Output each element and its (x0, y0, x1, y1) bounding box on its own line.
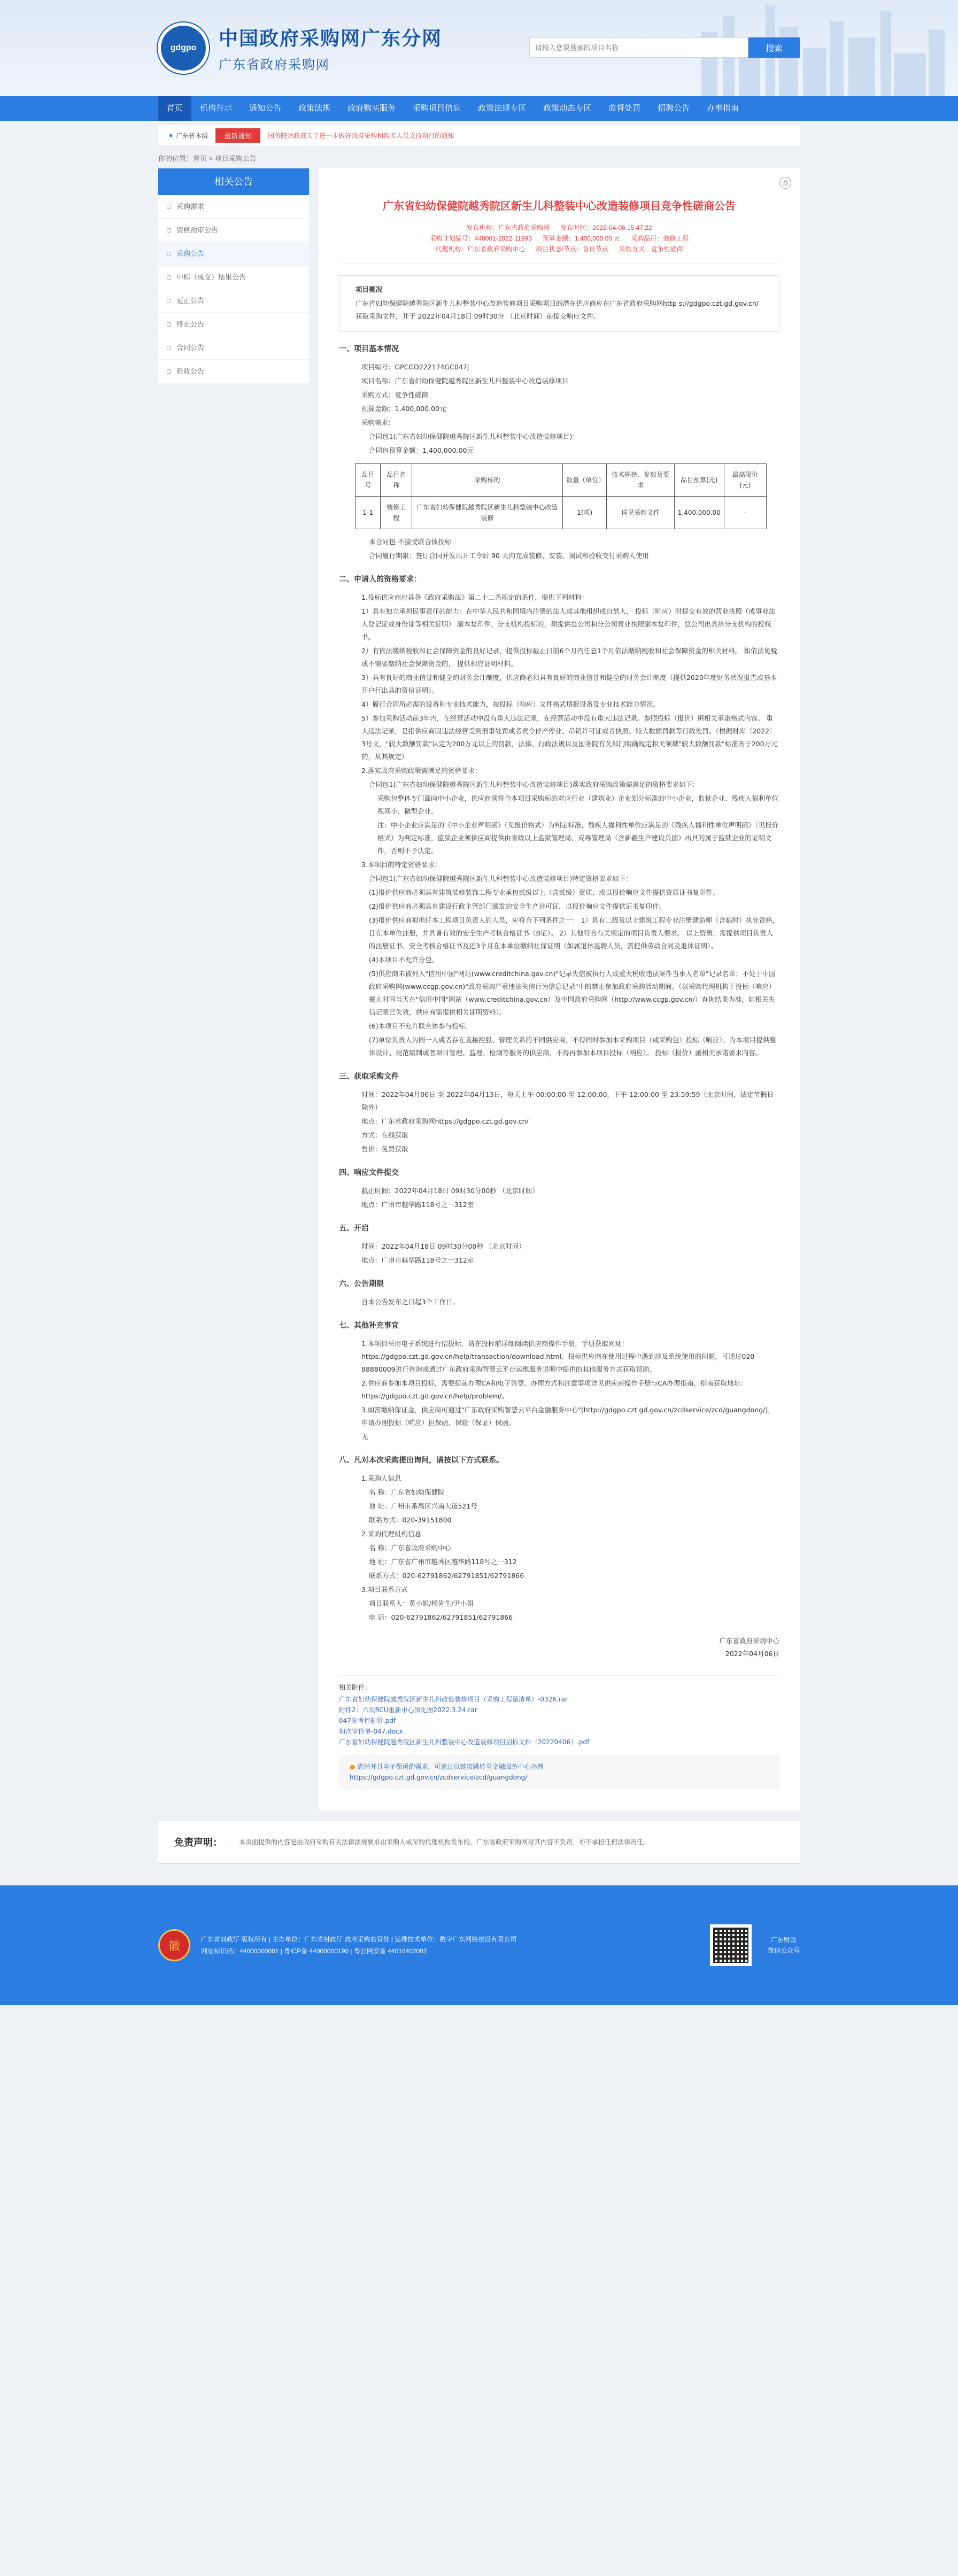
nav-policies[interactable]: 政策法规 (298, 104, 331, 113)
sidebar-item-contract[interactable]: 合同公告 (158, 336, 309, 360)
sidebar-item-correction[interactable]: 更正公告 (158, 289, 309, 313)
latest-notice-link[interactable]: 国务院财政部关于进一步做好政府采购和购买人员支持项目的通知 (268, 131, 454, 140)
sidebar-item-procurement[interactable]: 采购公告 (158, 242, 309, 266)
qr-code-icon (710, 1924, 752, 1966)
search-button[interactable]: 搜索 (748, 37, 800, 58)
site-footer: 徽 广东省财政厅 版权所有 | 主办单位：广东省财政厅 政府采购监管处 | 运维技术单位：数字广东网络建设有限公司 网站标识码：44000000001 | 粤ICP备 44000000190 | 粤公网安备 44010402002 广东财政 微信公众号 (0, 1885, 958, 2005)
sidebar (158, 168, 309, 383)
site-header (0, 0, 958, 96)
article-meta: 发布机构：广东省政府采购网 发布时间：2022-04-06 15:47:22 采购计划编号：440001-2022-11993 预算金额：1,400,000.00 元 采购品目：装修工程 代理机构：广东省政府采购中心 项目状态/节点：首页节点 采购方式：竞争性磋商 (339, 222, 779, 264)
attachment-link[interactable]: 047参考控制价.pdf (339, 1717, 396, 1724)
location-label[interactable]: 广东省本级 (176, 131, 208, 140)
nav-supervision[interactable]: 监督处罚 (608, 104, 641, 113)
section-get-documents: 三、获取采购文件 (339, 1072, 399, 1081)
sidebar-item-prequal[interactable]: 资格预审公告 (158, 219, 309, 242)
table-row: 1-1 装修工程 广东省妇幼保健院越秀院区新生儿科整装中心改造装修 1(项) 详见采购文件 1,400,000.00 - (356, 497, 767, 529)
attachment-link[interactable]: 附件2：六项RCU重新中心深化图2022.3.24.rar (339, 1706, 477, 1714)
section-basic-info: 一、项目基本情况 (339, 345, 399, 353)
doc-icon (167, 299, 171, 303)
main-nav (0, 96, 958, 121)
doc-icon (167, 228, 171, 233)
breadcrumb: 你的位置：首页 > 项目采购公告 (158, 154, 257, 163)
attachment-link[interactable]: 初次审价单-047.docx (339, 1728, 403, 1735)
guarantee-link[interactable]: https://gdgpo.czt.gd.gov.cn/zcdservice/zcd/guangdong/ (350, 1774, 528, 1781)
nav-guide[interactable]: 办事指南 (707, 104, 739, 113)
guarantee-tip: ● 您尚开具电子保函的需求，可通过以链接跳转至金融服务中心办理 https://gdgpo.czt.gd.gov.cn/zcdservice/zcd/guangdong/ (339, 1755, 779, 1789)
nav-procurement-info[interactable]: 采购项目信息 (413, 104, 461, 113)
sidebar-item-result[interactable]: 中标（成交）结果公告 (158, 266, 309, 289)
site-logo[interactable] (158, 22, 442, 74)
attachment-link[interactable]: 广东省妇幼保健院越秀院区新生儿科整装中心改造装修项目招标文件（20220406）.pdf (339, 1738, 590, 1746)
nav-gov-services[interactable]: 政府购买服务 (347, 104, 396, 113)
nav-home[interactable]: 首页 (158, 96, 191, 121)
disclaimer: 免责声明： 本页面提供的内容是由政府采购有关法律法规要求由采购人或采购代理机构发布的，广东省政府采购网对其内容不负责，亦不承担任何法律责任。 (158, 1821, 800, 1864)
site-subtitle: 广东省政府采购网 (219, 58, 330, 72)
section-submission: 四、响应文件提交 (339, 1169, 399, 1177)
nav-policy-news[interactable]: 政策动态专区 (543, 104, 592, 113)
sidebar-title: 相关公告 (158, 168, 309, 195)
logo-emblem-icon: gdgpo (158, 22, 209, 74)
section-contacts: 八、凡对本次采购提出询问，请按以下方式联系。 (339, 1456, 504, 1465)
nav-notices[interactable]: 通知公告 (249, 104, 282, 113)
section-notice-period: 六、公告期限 (339, 1280, 384, 1288)
article: ⎙ 广东省妇幼保健院越秀院区新生儿科整装中心改造装修项目竞争性磋商公告 发布机构：广东省政府采购网 发布时间：2022-04-06 15:47:22 采购计划编号：440001-2022-11993 预算金额：1,400,000.00 元 采购品目：装修工程 代理机构：广东省政府采购中心 项目状态/节点：首页节点 采购方式：竞争性磋商 项目概况 广东省妇幼保健院越秀院区新生儿科整装中心改造装修项目采购项目的潜在供应商应在广东省政府采购网http s://gdgpo.czt.gd.gov.cn/获取采购文件，并于 2022年04月18日 09时30分 （北京时间）前提交响应文件。 一、项目基本情况 项目编号：GPCGD222174GC047J 项目名称：广东省妇幼保健院越秀院区新生儿科整装中心改造装修项目 采购方式：竞争性磋商 预算金额：1,400,000.00元 采购需求： 合同包1(广东省妇幼保健院越秀院区新生儿科整装中心改造装修项目)： 合同包预算金额：1,400,000.00元 品目号 品目名称 采购标的 数量（单位） 技术规格、参数及要求 品目预算(元) 最高限价(元) 1-1 装修工程 广东省妇幼保健院越秀院区新生儿科整装中心改造装修 1(项) 详见采购文件 1,400,000.00 - 本合同包 不接受联合体投标 合同履行期限：签订合同并发出开工令后 90 天内完成装修、安装、调试和验收交付采购人使用 二、申请人的资格要求： 1.投标供应商应具备《政府采购法》第二十二条规定的条件，提供下列材料： 1）具有独立承担民事责任的能力：在中华人民共和国境内注册的法人或其他组织或自然人， 投标（响应）时提交有效的营业执照（或事业法人登记证或身份证等相关证明） 副本复印件。分支机构投标的，须提供总公司和分公司营业执照副本复印件，总公司出具给分支机构的授权书。 2）有依法缴纳税收和社会保障资金的良好记录，提供投标截止日前6个月内任意1个月依法缴纳税收和社会保障资金的相关材料。 如依法免税或不需要缴纳社会保障资金的， 提供相应证明材料。 3）具有良好的商业信誉和健全的财务会计制度，供应商必须具有良好的商业信誉和健全的财务会计制度（提供2020年度财务状况报告或基本开户行出具的资信证明）。 4）履行合同所必需的设备和专业技术能力，按投标（响应）文件格式填报设备及专业技术能力情况。 5）参加采购活动前3年内，在经营活动中没有重大违法记录，在经营活动中没有重大违法记录。参照投标（报价）函相关承诺格式内容。 重大违法记录，是指供应商因违法经营受到刑事处罚或者责令停产停业、吊销许可证或者执照、较大数额罚款等行政处罚。（根据财库〔2022〕3号文，"较大数额罚款"认定为200万元以上的罚款，法律、行政法规以及国务院有关部门明确规定相关领域"较大数额罚款"标准高于200万元的，从其规定） 2.落实政府采购政策需满足的资格要求： 合同包1(广东省妇幼保健院越秀院区新生儿科整装中心改造装修项目)落实政府采购政策需满足的资格要求如下: 采购包整体专门面向中小企业，供应商须符合本项目采购标的对应行业（建筑业）企业划分标准的中小企业，监狱企业、残疾人福利单位视同小、微型企业。 注：中小企业应满足的《中小企业声明函》（见报价格式）为判定标准，残疾人福利性单位应满足的《残疾人福利性单位声明函》（见报价格式）为判定标准，监狱企业须供应商提供由省级以上监狱管理局、戒毒管理局（含新疆生产建设兵团）出具的属于监狱企业的证明文件，否则不予认定。 3.本项目的特定资格要求： 合同包1(广东省妇幼保健院越秀院区新生儿科整装中心改造装修项目)特定资格要求如下： (1)报价供应商必须具有建筑装修装饰工程专业承包贰级以上（含贰级）资质，或以报价响应文件提供资质证书复印件。 (2)报价供应商必须具有建设行政主管部门颁发的安全生产许可证，以报价响应文件提供证书复印件。 (3)报价供应商拟担任本工程项目负责人的人员，应符合下列条件之一： 1）具有二级及以上建筑工程专业注册建造师（含临时）执业资格，且在本单位注册，并具备有效的安全生产考核合格证书（B证）。 2）其他符合有关规定的项目负责人要求。 以上资质，需提供项目负责人的注册证书、安全考核合格证书及近3个月在本单位缴纳社保证明（如属退休返聘人员，需提供劳动合同及退休证明）。 (4)本项目不允许分包。 (5)供应商未被列入"信用中国"网站(www.creditchina.gov.cn)"记录失信被执行人或重大税收违法案件当事人名单"记录名单；不处于中国政府采购网(www.ccgp.gov.cn)"政府采购严重违法失信行为信息记录"中的禁止参加政府采购活动期间。（以采购代理机构于投标（响应）截止时间当天在"信用中国"网站（www.creditchina.gov.cn）及中国政府采购网（http://www.ccgp.gov.cn/）查询结果为准，如相关失信记录已失效，供应商需提供相关证明资料）。 (6)本项目不允许联合体参与投标。 (7)单位负责人为同一人或者存在直接控股、管理关系的不同供应商，不得同时参加本采购项目（或采购包）投标（响应）。为本项目提供整体设计、规范编制或者项目管理、监理、检测等服务的供应商，不得再参加本项目投标（响应）。 投标（报价）函相关承诺要求内容。 三、获取采购文件 时间：2022年04月06日 至 2022年04月13日，每天上午 00:00:00 至 12:00:00，下午 12:00:00 至 23:59:59（北京时间，法定节假日除外） 地点：广东省政府采购网https://gdgpo.czt.gd.gov.cn/ 方式：在线获取 售价：免费获取 四、响应文件提交 截止时间：2022年04月18日 09时30分00秒 （北京时间） 地点：广州市越华路118号之一312室 五、开启 时间：2022年04月18日 09时30分00秒 （北京时间） 地点：广州市越华路118号之一312室 六、公告期限 自本公告发布之日起3个工作日。 七、其他补充事宜 1.本项目采用电子系统进行招投标，请在投标前详细阅读供应商操作手册，手册获取网址：https://gdgpo.czt.gd.gov.cn/help/transaction/download.html。投标供应商在使用过程中遇到涉及系统使用的问题，可通过020-88880009进行咨询或通过广东政府采购智慧云平台运维服务说明中提供的其他服务方式获取帮助。 2.供应商参加本项目投标，需要提前办理CA和电子签章，办理方式和注意事项详见供应商操作手册与CA办理指南，指南获取地址：https://gdgpo.czt.gd.gov.cn/help/problem/。 3.如需缴纳保证金，供应商可通过"广东政府采购智慧云平台金融服务中心"(http://gdgpo.czt.gd.gov.cn/zcdservice/zcd/guangdong/)，申请办理投标（响应）担保函、保险（保证）保函。 无 八、凡对本次采购提出询问，请按以下方式联系。 1.采购人信息 名 称：广东省妇幼保健院 地 址：广州市番禺区兴南大道521号 联系方式：020-39151800 2.采购代理机构信息 名 称：广东省政府采购中心 地 址：广东省广州市越秀区越华路118号之一312 联系方式：020-62791862/62791851/62791866 3.项目联系方式 项目联系人：黄小姐/杨先生/尹小姐 电 话：020-62791862/62791851/62791866 广东省政府采购中心 2022年04月06日 相关附件： 广东省妇幼保健院越秀院区新生儿科改造装修项目（采购工程量清单）-0326.rar 附件2：六项RCU重新中心深化图2022.3.24.rar 047参考控制价.pdf 初次审价单-047.docx 广东省妇幼保健院越秀院区新生儿科整装中心改造装修项目招标文件（20220406）.pdf ● 您尚开具电子保函的需求，可通过以链接跳转至金融服务中心办理 https://gdgpo.czt.gd.gov.cn/zcdservice/zcd/guangdong/ (319, 168, 800, 1811)
nav-recruitment[interactable]: 招聘公告 (658, 104, 690, 113)
lot-table: 品目号 品目名称 采购标的 数量（单位） 技术规格、参数及要求 品目预算(元) 最高限价(元) 1-1 装修工程 广东省妇幼保健院越秀院区新生儿科整装中心改造装修 1(项) 详见采购文件 1,400,000.00 - (355, 463, 767, 529)
doc-icon (167, 252, 171, 256)
doc-icon (167, 346, 171, 350)
doc-icon (167, 369, 171, 374)
attachments: 相关附件： 广东省妇幼保健院越秀院区新生儿科改造装修项目（采购工程量清单）-0326.rar 附件2：六项RCU重新中心深化图2022.3.24.rar 047参考控制价.pdf 初次审价单-047.docx 广东省妇幼保健院越秀院区新生儿科整装中心改造装修项目招标文件（20220406）.pdf (339, 1675, 779, 1747)
info-icon: ● (350, 1763, 356, 1770)
wechat-title: 广东财政 (770, 1936, 797, 1944)
doc-icon (167, 322, 171, 327)
section-supplementary: 七、其他补充事宜 (339, 1321, 399, 1330)
print-icon[interactable]: ⎙ (779, 177, 791, 189)
sidebar-item-termination[interactable]: 终止公告 (158, 313, 309, 336)
sidebar-item-acceptance[interactable]: 验收公告 (158, 360, 309, 383)
section-opening: 五、开启 (339, 1224, 369, 1233)
search-input[interactable] (529, 37, 748, 58)
notice-bar (158, 125, 800, 145)
signature-block: 广东省政府采购中心 2022年04月06日 (719, 1637, 779, 1658)
national-emblem-icon: 徽 (158, 1929, 190, 1961)
nav-policy-zone[interactable]: 政策法规专区 (478, 104, 527, 113)
wechat-sub: 微信公众号 (767, 1947, 800, 1954)
doc-icon (167, 205, 171, 209)
section-qualifications: 二、申请人的资格要求： (339, 575, 421, 584)
location-icon: ● (169, 131, 173, 139)
project-overview: 项目概况 广东省妇幼保健院越秀院区新生儿科整装中心改造装修项目采购项目的潜在供应商应在广东省政府采购网http s://gdgpo.czt.gd.gov.cn/获取采购文件，并于 2022年04月18日 09时30分 （北京时间）前提交响应文件。 (339, 275, 779, 332)
doc-icon (167, 275, 171, 280)
attachment-link[interactable]: 广东省妇幼保健院越秀院区新生儿科改造装修项目（采购工程量清单）-0326.rar (339, 1696, 568, 1703)
site-title: 中国政府采购网广东分网 (219, 27, 443, 49)
sidebar-item-demand[interactable]: 采购需求 (158, 195, 309, 219)
article-title: 广东省妇幼保健院越秀院区新生儿科整装中心改造装修项目竞争性磋商公告 (383, 200, 736, 212)
nav-agencies[interactable]: 机构告示 (200, 104, 233, 113)
latest-notice-tag: 最新通知 (215, 128, 260, 143)
header-search (529, 37, 800, 58)
